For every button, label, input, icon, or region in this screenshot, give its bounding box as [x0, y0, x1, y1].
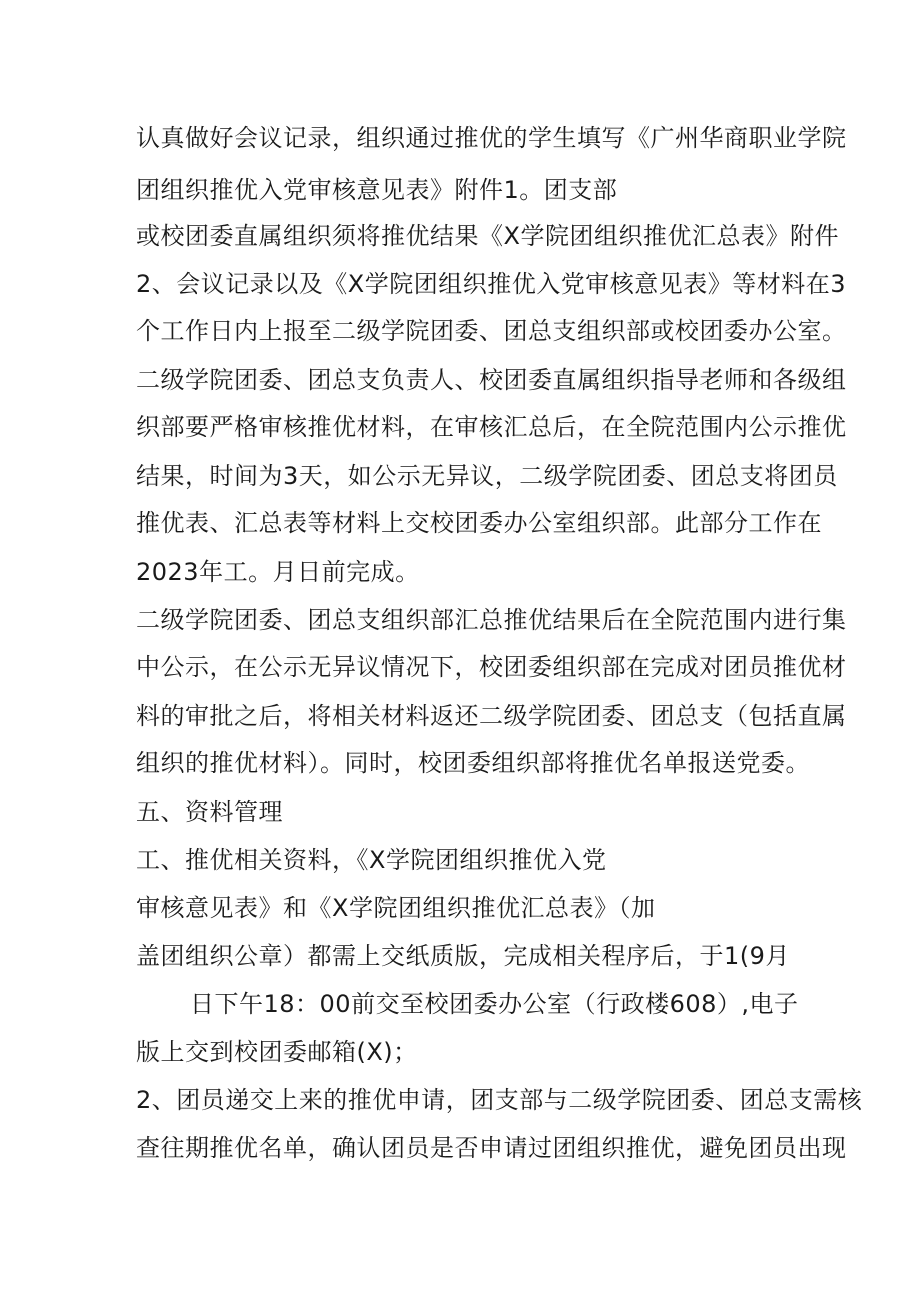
text-line: 团组织推优入党审核意见表》附件1。团支部 — [136, 176, 618, 204]
text-line: 组织的推优材料）。同时，校团委组织部将推优名单报送党委。 — [136, 749, 810, 777]
text-line: 盖团组织公章）都需上交纸质版，完成相关程序后，于1(9月 — [136, 942, 790, 970]
text-line: 日下午18：00前交至校团委办公室（行政楼608）,电子 — [190, 990, 799, 1018]
text-line: 中公示，在公示无异议情况下，校团委组织部在完成对团员推优材 — [136, 653, 847, 681]
text-line: 个工作日内上报至二级学院团委、团总支组织部或校团委办公室。 — [136, 317, 847, 345]
text-line: 织部要严格审核推优材料，在审核汇总后，在全院范围内公示推优 — [136, 413, 847, 441]
text-line: 结果，时间为3天，如公示无异议，二级学院团委、团总支将团员 — [136, 462, 838, 490]
text-line: 料的审批之后，将相关材料返还二级学院团委、团总支（包括直属 — [136, 702, 847, 730]
text-line: 二级学院团委、团总支负责人、校团委直属组织指导老师和各级组 — [136, 366, 847, 394]
text-line: 查往期推优名单，确认团员是否申请过团组织推优，避免团员出现 — [136, 1134, 847, 1162]
section-heading: 五、资料管理 — [136, 798, 283, 826]
text-line: 工、推优相关资料，《X学院团组织推优入党 — [136, 846, 607, 874]
text-line: 2、会议记录以及《X学院团组织推优入党审核意见表》等材料在3 — [136, 270, 846, 298]
text-line: 版上交到校团委邮箱(X)； — [136, 1038, 418, 1066]
text-line: 二级学院团委、团总支组织部汇总推优结果后在全院范围内进行集 — [136, 606, 847, 634]
text-line: 推优表、汇总表等材料上交校团委办公室组织部。此部分工作在 — [136, 509, 822, 537]
text-line: 2023年工。月日前完成。 — [136, 558, 420, 586]
text-line: 或校团委直属组织须将推优结果《X学院团组织推优汇总表》附件 — [136, 222, 839, 250]
text-line: 审核意见表》和《X学院团组织推优汇总表》（加 — [136, 894, 656, 922]
text-line: 认真做好会议记录，组织通过推优的学生填写《广州华商职业学院 — [136, 124, 847, 152]
text-line: 2、团员递交上来的推优申请，团支部与二级学院团委、团总支需核 — [136, 1086, 863, 1114]
